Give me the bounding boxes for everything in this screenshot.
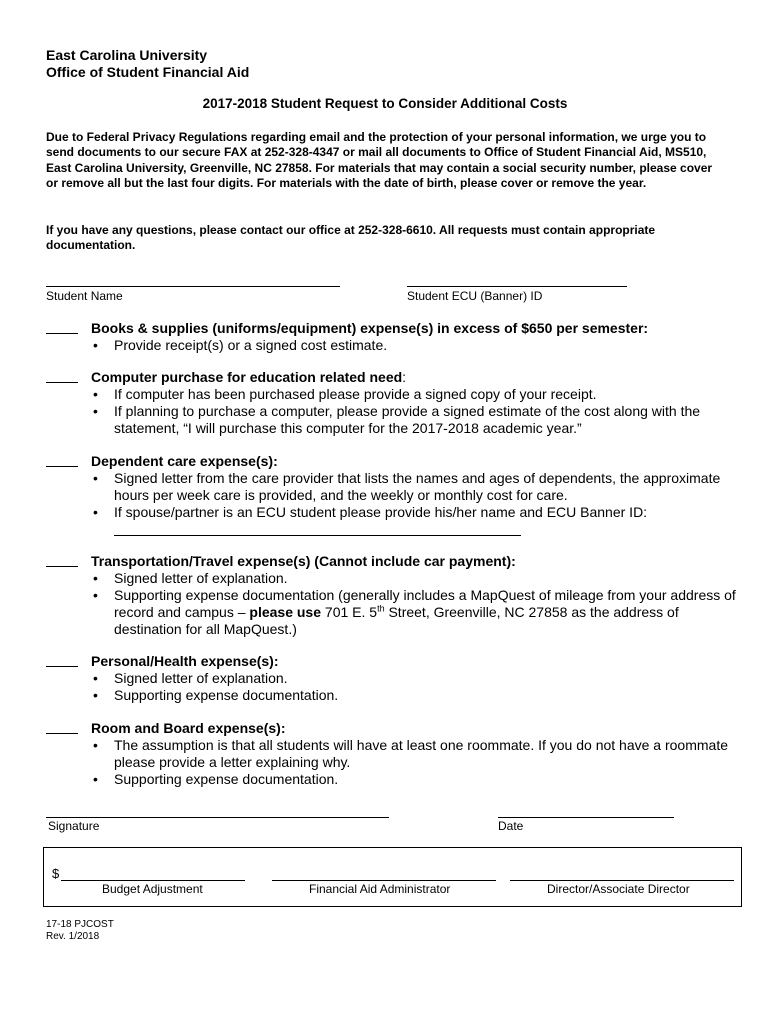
- university-name: East Carolina University: [46, 47, 208, 63]
- dollar-sign: $: [52, 866, 60, 881]
- section-transportation: [46, 553, 736, 638]
- dependent-heading: Dependent care expense(s):: [91, 453, 278, 469]
- privacy-text: Due to Federal Privacy Regulations regarding email and the protection of your personal information, we urge you to send documents to our secure FAX at 252-328-4347 or mail all documents to Office of Student Financial Aid, MS510, East Carolina University, Greenville, NC 27858. For materials that may contain a social security number, please cover or remove all but the last four digits. For materials with the date of birth, please cover or remove the year.: [46, 130, 713, 190]
- list-item: [93, 504, 736, 536]
- spouse-id-line[interactable]: [114, 521, 521, 536]
- list-item: • If computer has been purchased please provide a signed copy of your receipt.: [93, 386, 736, 403]
- section-personal-health: [46, 653, 736, 704]
- date-label: Date: [498, 819, 524, 833]
- budget-adjustment-line[interactable]: [61, 880, 245, 881]
- list-item: • If planning to purchase a computer, please provide a signed estimate of the cost along with the statement, “I will purchase this computer for the 2017-2018 academic year.”: [93, 403, 736, 437]
- student-id-label: Student ECU (Banner) ID: [407, 289, 543, 303]
- transport-doc-sup: th: [377, 603, 385, 614]
- transport-doc-text-c: Street, Greenville, NC 27858 as the address of destination for all MapQuest.): [114, 604, 679, 637]
- list-item: • Signed letter of explanation.: [93, 670, 736, 687]
- list-item: • The assumption is that all students will have at least one roommate. If you do not have a roommate please provide a letter explaining why.: [93, 737, 736, 771]
- list-item: • Supporting expense documentation.: [93, 687, 736, 704]
- transport-heading: Transportation/Travel expense(s) (Cannot include car payment):: [91, 553, 516, 569]
- director-label: Director/Associate Director: [547, 882, 690, 896]
- list-item: • Signed letter from the care provider that lists the names and ages of dependents, the approximate hours per week care is provided, and the weekly or monthly cost for care.: [93, 470, 736, 504]
- signature-label: Signature: [48, 819, 100, 833]
- student-id-line[interactable]: [407, 286, 627, 287]
- transport-doc-text-b: 701 E. 5: [321, 604, 378, 620]
- questions-notice: [46, 223, 726, 254]
- dependent-checkline[interactable]: [46, 453, 78, 467]
- transport-checkline[interactable]: [46, 553, 78, 567]
- list-item: • Supporting expense documentation.: [93, 771, 736, 788]
- personal-heading: Personal/Health expense(s):: [91, 653, 279, 669]
- spouse-id-text: If spouse/partner is an ECU student please provide his/her name and ECU Banner ID:: [114, 504, 648, 520]
- privacy-notice: [46, 130, 726, 191]
- transport-doc-bold: please use: [249, 604, 322, 620]
- books-checkline[interactable]: [46, 320, 78, 334]
- student-name-line[interactable]: [46, 286, 340, 287]
- transport-doc-text-a: Supporting expense documentation (generally includes a MapQuest of mileage from your address of record and campus –: [114, 587, 736, 620]
- section-dependent-care: [46, 453, 736, 536]
- personal-checkline[interactable]: [46, 653, 78, 667]
- list-item: • Signed letter of explanation.: [93, 570, 736, 587]
- admin-label: Financial Aid Administrator: [309, 882, 451, 896]
- form-title: 2017-2018 Student Request to Consider Additional Costs: [202, 96, 568, 111]
- budget-adjustment-label: Budget Adjustment: [102, 882, 203, 896]
- computer-heading: Computer purchase for education related need: [91, 369, 403, 385]
- office-name: Office of Student Financial Aid: [46, 64, 250, 80]
- list-item: • Provide receipt(s) or a signed cost estimate.: [93, 337, 736, 354]
- section-room-board: [46, 720, 736, 788]
- computer-checkline[interactable]: [46, 369, 78, 383]
- signature-line[interactable]: [46, 817, 389, 818]
- section-computer: [46, 369, 736, 437]
- director-signature-line[interactable]: [510, 880, 734, 881]
- questions-text: If you have any questions, please contact our office at 252-328-6610. All requests must contain appropriate documentation.: [46, 223, 656, 253]
- list-item: [93, 587, 736, 638]
- date-line[interactable]: [498, 817, 674, 818]
- student-name-label: Student Name: [46, 289, 123, 303]
- office-use-box: [43, 847, 742, 907]
- section-books: [46, 320, 736, 354]
- room-checkline[interactable]: [46, 720, 78, 734]
- room-heading: Room and Board expense(s):: [91, 720, 286, 736]
- form-code: 17-18 PJCOST: [46, 919, 114, 930]
- admin-signature-line[interactable]: [272, 880, 496, 881]
- books-heading: Books & supplies (uniforms/equipment) expense(s) in excess of $650 per semester:: [91, 320, 649, 336]
- computer-heading-colon: :: [402, 369, 407, 385]
- revision-date: Rev. 1/2018: [46, 931, 100, 942]
